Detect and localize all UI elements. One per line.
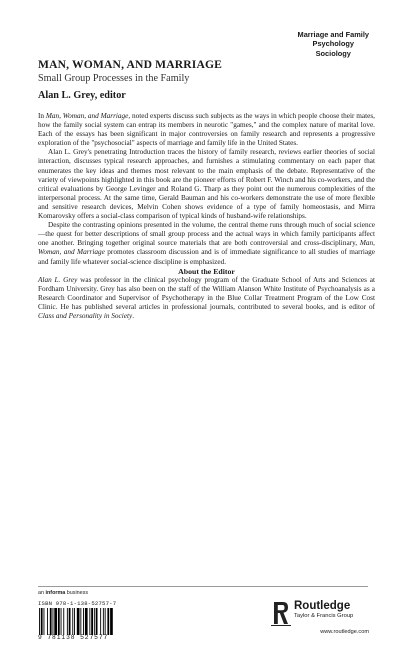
subject-category: Psychology (312, 39, 354, 49)
publisher-block (294, 600, 353, 620)
subject-category: Sociology (315, 48, 351, 58)
footer-divider (38, 586, 368, 587)
isbn-text: ISBN 978-1-138-52757-7 (38, 600, 117, 607)
description-paragraph-1: In Man, Woman, and Marriage, noted experts discuss such subjects as the ways in which people choose their mates, how the family social system can entrap its members in neurotic "games," and the complex nature of marital love. Each of the essays has been significant in major controversies on family research and represents a progressive exploration of the "psychosocial" aspects of marriage and family life in the United States. (38, 112, 375, 148)
barcode-image (38, 608, 144, 635)
book-title: MAN, WOMAN, AND MARRIAGE (38, 58, 223, 71)
informa-business-label: an informa business (38, 590, 89, 596)
subject-categories (298, 30, 369, 58)
subject-category: Marriage and Family (297, 30, 369, 39)
routledge-logo-icon (271, 600, 291, 626)
publisher-group: Taylor & Francis Group (294, 613, 354, 619)
publisher-name: Routledge (294, 600, 351, 612)
about-editor-heading: About the Editor (178, 266, 235, 276)
description-body (38, 112, 375, 321)
barcode-number: 9 781138 527577 (38, 634, 109, 641)
description-paragraph-2: Alan L. Grey's penetrating Introduction traces the history of family research, reviews earlier theories of social interaction, discusses typical research approaches, and furnishes a stimulating commentary on each paper that enumerates the key ideas and themes most relevant to the main emphasis of the debate. Representative of the variety of viewpoints highlighted in this book are the pioneer efforts of Robert F. Winch and his co-workers, and the critical evaluations by George Levinger and Roland G. Tharp as they point out the numerous complexities of the interpersonal process. At the same time, Gerald Bauman and his co-workers demonstrate the use of more flexible and sensitive research devices, Melvin Cohen shows evidence of a type of family homeostasis, and Mirra Komarovsky offers a social-class comparison of typical kinds of husband-wife relationships. (38, 148, 375, 221)
description-paragraph-3: Despite the contrasting opinions presented in the volume, the central theme runs through much of social science—the quest for better descriptions of small group process and the actual ways in which family participants affect one another. Bringing together original source materials that are both controversial and cross-disciplinary, Man, Woman, and Marriage promotes classroom discussion and is of immediate significance to all studies of marriage and family life whatever social-science discipline is emphasized. (38, 221, 375, 266)
about-editor-paragraph: Alan L. Grey was professor in the clinical psychology program of the Graduate School of Arts and Sciences at Fordham University. Grey has also been on the staff of the William Alanson White Institute of Psychoanalysis as a Research Coordinator and Supervisor of Psychotherapy in the Blue Collar Treatment Program of the Low Cost Clinic. He has published several articles in professional journals, contributed to several books, and is editor of Class and Personality in Society. (38, 275, 375, 321)
book-subtitle: Small Group Processes in the Family (38, 73, 190, 84)
book-editor: Alan L. Grey, editor (38, 90, 126, 101)
publisher-website: www.routledge.com (320, 629, 369, 635)
title-block (38, 58, 374, 103)
